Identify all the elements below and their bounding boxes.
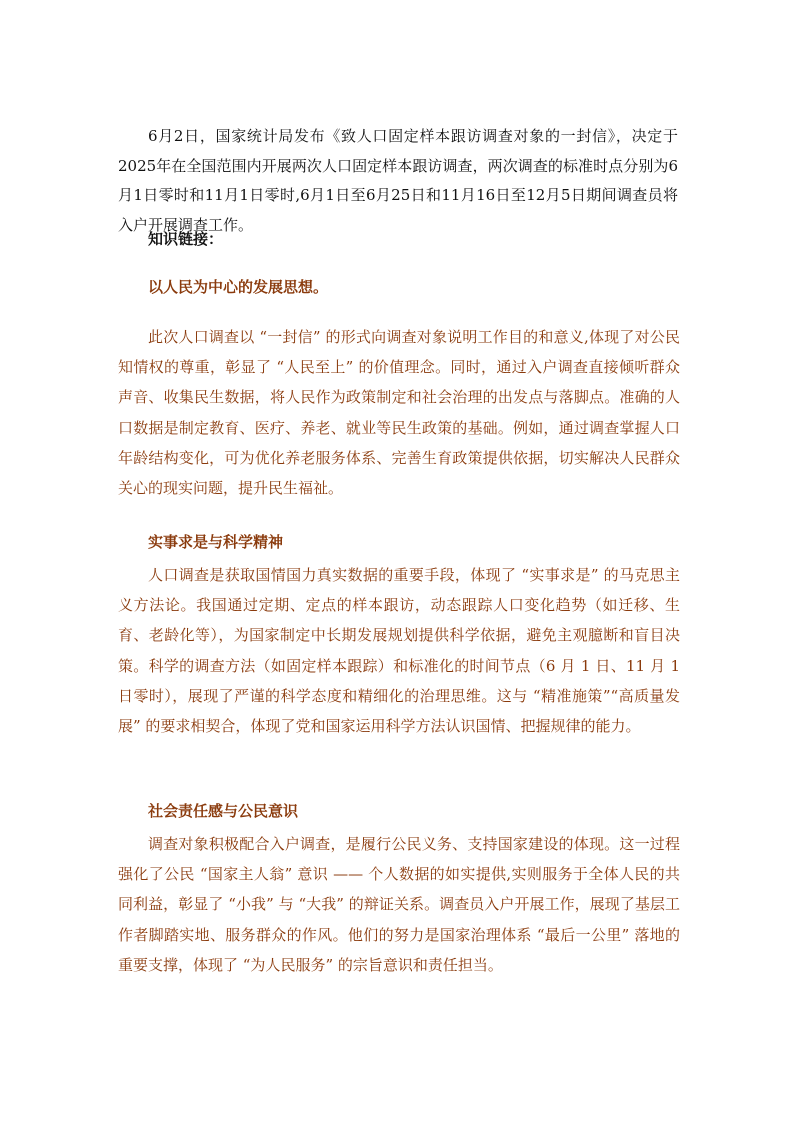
section-heading-seek-truth: 实事求是与科学精神: [148, 533, 284, 551]
section-body-seek-truth: 人口调查是获取国情国力真实数据的重要手段，体现了 “实事求是” 的马克思主义方法论。我国通过定期、定点的样本跟访，动态跟踪人口变化趋势（如迁移、生育、老龄化等），为国家制定中长期发展规划提供科学依据，避免主观臆断和盲目决策。科学的调查方法（如固定样本跟踪）和标准化的时间节点（6 月 1 日、11 月 1 日零时），展现了严谨的科学态度和精细化的治理思维。这与 “精准施策”“高质量发展” 的要求相契合，体现了党和国家运用科学方法认识国情、把握规律的能力。: [118, 566, 680, 736]
section-heading-social-responsibility: 社会责任感与公民意识: [148, 802, 299, 820]
section-body-social-responsibility: 调查对象积极配合入户调查，是履行公民义务、支持国家建设的体现。这一过程强化了公民 “国家主人翁” 意识 —— 个人数据的如实提供,实则服务于全体人民的共同利益，彰显了 “小我” 与 “大我” 的辩证关系。调查员入户开展工作，展现了基层工作者脚踏实地、服务群众的作风。他们的努力是国家治理体系 “最后一公里” 落地的重要支撑，体现了 “为人民服务” 的宗旨意识和责任担当。: [118, 835, 680, 974]
section-heading-people-centered: 以人民为中心的发展思想。: [148, 278, 329, 296]
intro-paragraph: 6月2日，国家统计局发布《致人口固定样本跟访调查对象的一封信》，决定于2025年在全国范围内开展两次人口固定样本跟访调查，两次调查的标准时点分别为6月1日零时和11月1日零时,6月1日至6月25日和11月16日至12月5日期间调查员将入户开展调查工作。: [118, 127, 678, 234]
section-body-people-centered: 此次人口调查以 “一封信” 的形式向调查对象说明工作目的和意义,体现了对公民知情权的尊重，彰显了 “人民至上” 的价值理念。同时，通过入户调查直接倾听群众声音、收集民生数据，将人民作为政策制定和社会治理的出发点与落脚点。准确的人口数据是制定教育、医疗、养老、就业等民生政策的基础。例如，通过调查掌握人口年龄结构变化，可为优化养老服务体系、完善生育政策提供依据，切实解决人民群众关心的现实问题，提升民生福祉。: [118, 328, 680, 498]
knowledge-link-heading: 知识链接：: [148, 230, 224, 248]
